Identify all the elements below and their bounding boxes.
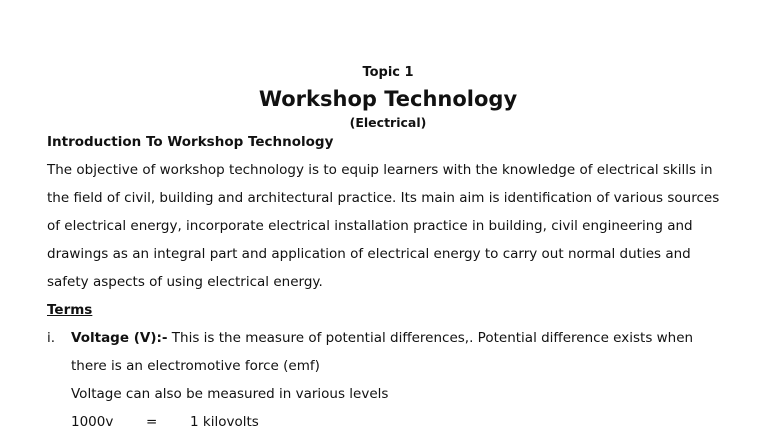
equation-left: 1000v	[71, 414, 114, 430]
terms-heading: Terms	[47, 302, 93, 318]
topic-label: Topic 1	[362, 65, 414, 80]
intro-line-3: of electrical energy, incorporate electrical installation practice in building, civil engineering and	[47, 218, 693, 234]
intro-line-2: the field of civil, building and architectural practice. Its main aim is identification of various sources	[47, 190, 720, 206]
term-voltage-symbol: (V):-	[129, 330, 168, 346]
document-subtitle: (Electrical)	[349, 115, 427, 130]
equation-right: 1 kilovolts	[190, 414, 259, 430]
term-list-marker: i.	[47, 330, 56, 346]
term-voltage-name: Voltage	[71, 330, 129, 346]
equation-sign: =	[146, 414, 158, 430]
intro-line-4: drawings as an integral part and application of electrical energy to carry out normal duties and	[47, 246, 691, 262]
intro-line-5: safety aspects of using electrical energy.	[47, 274, 323, 290]
term-voltage-definition: This is the measure of potential differences,. Potential difference exists when	[167, 330, 694, 346]
term-voltage-line	[71, 329, 693, 347]
voltage-levels-note: Voltage can also be measured in various levels	[71, 386, 389, 402]
term-voltage-continuation: there is an electromotive force (emf)	[71, 358, 320, 374]
intro-line-1: The objective of workshop technology is to equip learners with the knowledge of electrical skills in	[47, 162, 713, 178]
intro-heading: Introduction To Workshop Technology	[47, 134, 334, 150]
document-title: Workshop Technology	[258, 87, 518, 111]
